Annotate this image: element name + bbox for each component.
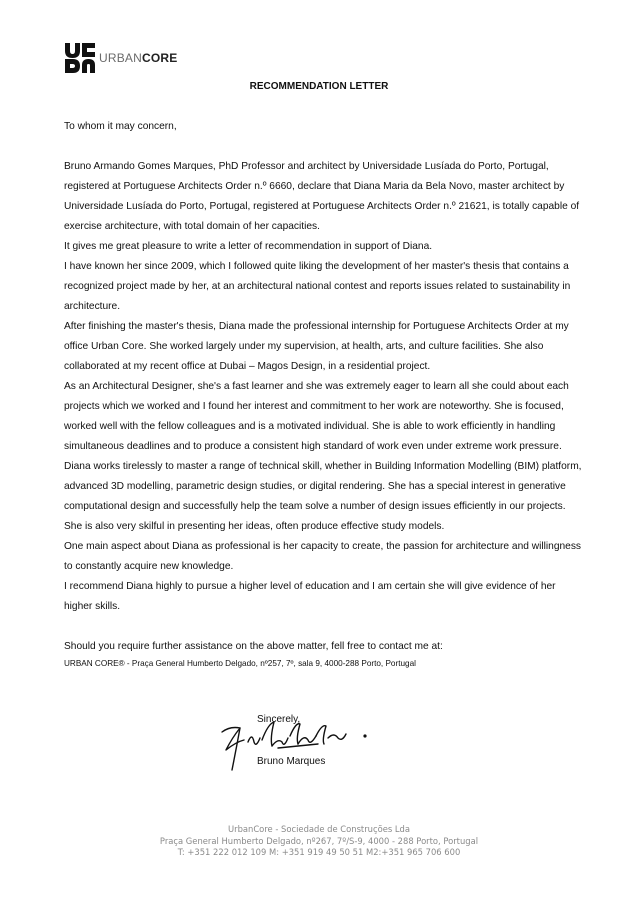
logo-wordmark: URBANCORE xyxy=(99,51,178,65)
closing: Sincerely, xyxy=(257,714,301,725)
salutation: To whom it may concern, xyxy=(64,121,177,132)
paragraph-skills: Diana works tirelessly to master a range of technical skill, whether in Building Information Modelling (BIM) platform, advanced 3D modelling, parametric design studies, or digital rendering. She has a special interest in generative computational design and successfully help the team solve a number of design issues efficiently in our projects. She is also very skilful in presenting her ideas, often produce effective study models. xyxy=(64,461,582,532)
paragraph-internship: After finishing the master's thesis, Diana made the professional internship for Portuguese Architects Order at my office Urban Core. She worked largely under my supervision, at health, arts, and culture facilities. She also collaborated at my recent office at Dubai – Magos Design, in a residential project. xyxy=(64,321,569,372)
contact-address: URBAN CORE® - Praça General Humberto Delgado, nº257, 7º, sala 9, 4000-288 Porto, Portugal xyxy=(64,659,416,668)
paragraph-main-aspect: One main aspect about Diana as professional is her capacity to create, the passion for architecture and willingness to constantly acquire new knowledge. xyxy=(64,541,582,572)
paragraph-recommendation: I recommend Diana highly to pursue a higher level of education and I am certain she will give evidence of her higher skills. xyxy=(64,581,556,612)
letter-body xyxy=(64,117,584,671)
footer-address: Praça General Humberto Delgado, nº267, 7º/S-9, 4000 - 288 Porto, Portugal xyxy=(159,835,479,846)
footer-company: UrbanCore - Sociedade de Construções Lda xyxy=(228,824,410,834)
paragraph-known-since: I have known her since 2009, which I followed quite liking the development of her master's thesis that contains a recognized project made by her, at an architectural national contest and reports issues related to sustainability in architecture. xyxy=(64,261,571,312)
page-footer xyxy=(0,824,638,859)
contact-intro: Should you require further assistance on the above matter, fell free to contact me at: xyxy=(64,641,443,652)
urbancore-logo-icon xyxy=(64,42,96,74)
company-logo xyxy=(64,42,178,74)
paragraph-designer: As an Architectural Designer, she's a fast learner and she was extremely eager to learn all she could about each projects which we worked and I found her interest and commitment to her work are noteworthy. She is focused, worked well with the fellow colleagues and is a motivated individual. She is able to work efficiently in handling simultaneous deadlines and to produce a consistent high standard of work even under extreme work pressure. xyxy=(64,381,569,452)
paragraph-introduction: Bruno Armando Gomes Marques, PhD Professor and architect by Universidade Lusíada do Porto, Portugal, registered at Portuguese Architects Order n.º 6660, declare that Diana Maria da Bela Novo, master architect by Universidade Lusíada do Porto, Portugal, registered at Portuguese Architects Order n.º 21621, is totally capable of exercise architecture, with total domain of her capacities. xyxy=(64,161,580,232)
letter-title: RECOMMENDATION LETTER xyxy=(249,81,389,92)
signer-name: Bruno Marques xyxy=(257,756,326,767)
footer-phones: T: +351 222 012 109 M: +351 919 49 50 51 M2:+351 965 706 600 xyxy=(177,847,461,857)
paragraph-pleasure: It gives me great pleasure to write a letter of recommendation in support of Diana. xyxy=(64,241,433,252)
